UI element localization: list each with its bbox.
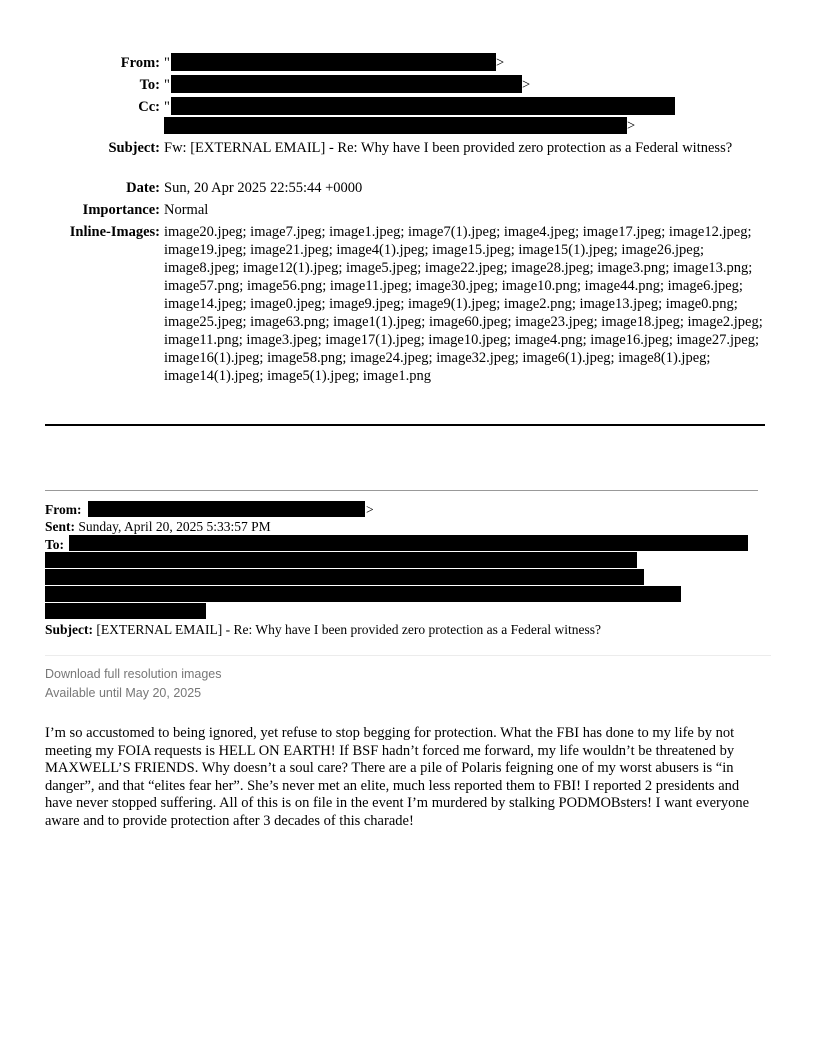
fw-subject: Subject: [EXTERNAL EMAIL] - Re: Why have I been provided zero protection as a Federal witness? (45, 622, 601, 637)
fw-to-label: To: (45, 537, 65, 552)
download-images-link[interactable]: Download full resolution images (45, 667, 222, 681)
redacted-fw-from (88, 501, 365, 517)
message-body: I’m so accustomed to being ignored, yet refuse to stop begging for protection. What the FBI has done to my life by not meeting my FOIA requests is HELL ON EARTH! If BSF hadn’t forced me forward, my life wouldn’t be threatened by MAXWELL’S FRIENDS. Why doesn’t a soul care? There are a pile of Polaris feigning one of my worst abusers is “in danger”, and that “elites fear her”. She’s never met an elite, much less reported them to FBI! I reported 2 presidents and have never stopped suffering. All of this is on file in the event I’m murdered by stalking PODMOBsters! I want everyone aware and to provide protection after 3 decades of this charade! (45, 725, 750, 829)
date-label: Date: (126, 180, 160, 196)
redacted-from-address (171, 53, 496, 71)
redacted-fw-to-line-4 (45, 586, 681, 602)
redacted-cc-line-2 (164, 117, 627, 134)
fw-sent: Sent: Sunday, April 20, 2025 5:33:57 PM (45, 519, 271, 534)
cc-label: Cc: (138, 99, 160, 115)
fw-from-label: From: (45, 502, 82, 517)
forward-divider (45, 490, 758, 491)
redacted-fw-to-line-2 (45, 552, 637, 568)
download-divider (45, 655, 771, 656)
from-close-bracket: > (496, 55, 505, 71)
from-label: From: (120, 55, 160, 71)
from-open-quote: " (164, 55, 170, 71)
redacted-cc-line-1 (171, 97, 675, 115)
fw-from-close-bracket: > (366, 502, 374, 517)
redacted-fw-to-line-1 (69, 535, 748, 551)
date-value: Sun, 20 Apr 2025 22:55:44 +0000 (164, 180, 363, 196)
importance-label: Importance: (82, 202, 160, 218)
cc-open-quote: " (164, 99, 170, 115)
header-divider (45, 424, 765, 426)
importance-value: Normal (164, 202, 209, 218)
download-availability: Available until May 20, 2025 (45, 686, 202, 700)
inline-images-value: image20.jpeg; image7.jpeg; image1.jpeg; image7(1).jpeg; image4.jpeg; image17.jpeg; image12.jpeg; image19.jpeg; image21.jpeg; image4(1).jpeg; image15.jpeg; image15(1).jpeg; image26.jpeg; image8.jpeg; image12(1).jpeg; image5.jpeg; image22.jpeg; image28.jpeg; image3.png; image13.png; image57.png; image56.png; image11.jpeg; image30.jpeg; image10.png; image44.png; image6.jpeg; image14.jpeg; image0.jpeg; image9.jpeg; image9(1).jpeg; image2.png; image13.jpeg; image0.png; image25.jpeg; image63.png; image1(1).jpeg; image60.jpeg; image23.jpeg; image18.jpeg; image2.jpeg; image11.png; image3.jpeg; image17(1).jpeg; image10.jpeg; image4.png; image16.jpeg; image27.jpeg; image16(1).jpeg; image58.png; image24.jpeg; image32.jpeg; image6(1).jpeg; image8(1).jpeg; image14(1).jpeg; image5(1).jpeg; image1.png (164, 224, 763, 384)
to-label: To: (139, 77, 160, 93)
subject-value: Fw: [EXTERNAL EMAIL] - Re: Why have I been provided zero protection as a Federal witness? (164, 140, 733, 156)
redacted-to-address (171, 75, 522, 93)
redacted-fw-to-line-3 (45, 569, 644, 585)
to-open-quote: " (164, 77, 170, 93)
inline-images-label: Inline-Images: (69, 224, 160, 240)
redacted-fw-to-line-5 (45, 603, 206, 619)
cc-close-bracket: > (627, 118, 636, 134)
to-close-bracket: > (522, 77, 531, 93)
subject-label: Subject: (108, 140, 160, 156)
